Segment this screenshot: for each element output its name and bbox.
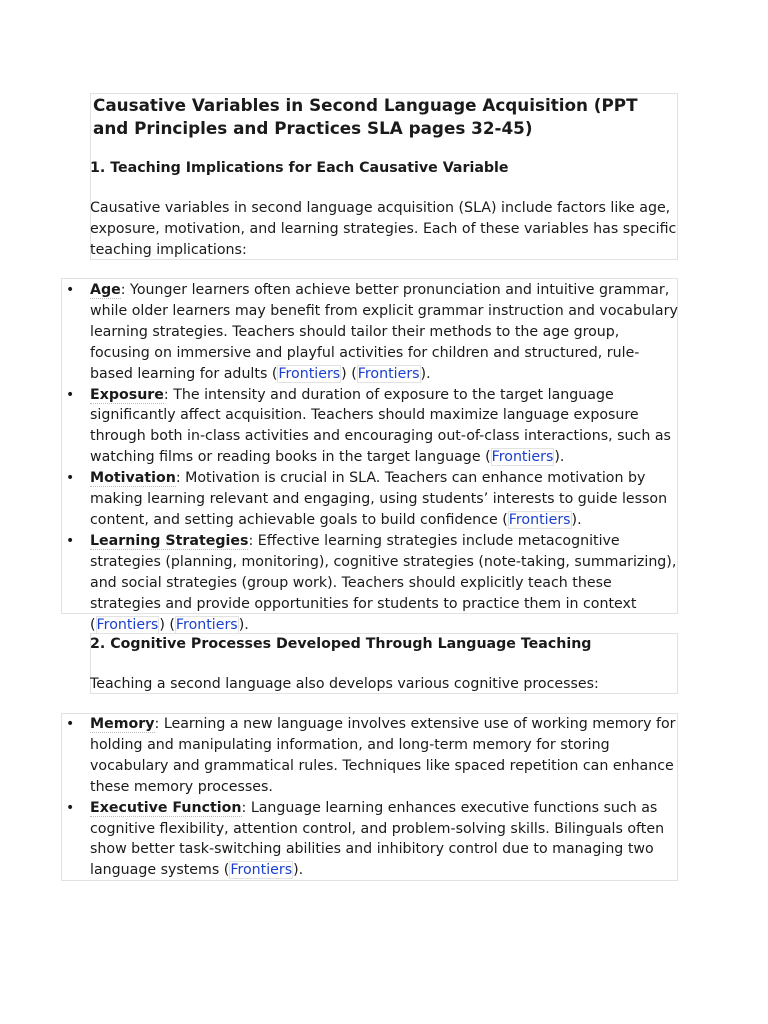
list-item-age: • Age: Younger learners often achieve better pronunciation and intuitive grammar, while older learners may benefit from explicit grammar instruction and vocabulary learning strategies. Teachers should tailor their methods to the age group, focusing on immersive and playful activities for children and structured, rule-based learning for adults (Frontiers) (Frontiers). — [66, 282, 678, 382]
bullet-icon: • — [66, 799, 75, 816]
bullet-icon: • — [66, 532, 75, 549]
bullet-icon: • — [66, 716, 75, 732]
list-item-learning-strategies: • Learning Strategies: Effective learning strategies include metacognitive strategies (planning, monitoring), cognitive strategies (note-taking, summarizing), and social strategies (group work). Teachers should explicitly teach these strategies and provide opportunities for students to practice them in context (Frontiers) (Frontiers). — [66, 532, 677, 633]
section2-heading: 2. Cognitive Processes Developed Through Language Teaching — [90, 636, 592, 652]
source-link[interactable]: Frontiers — [508, 511, 571, 528]
section2-list — [66, 714, 678, 881]
section1-heading: 1. Teaching Implications for Each Causative Variable — [90, 160, 509, 176]
list-item-memory — [66, 714, 678, 798]
term-age: Age — [90, 282, 121, 298]
source-link[interactable]: Frontiers — [357, 365, 420, 382]
document-title: Causative Variables in Second Language Acquisition (PPT and Principles and Practices SLA pages 32-45) — [93, 95, 638, 138]
list-item-motivation: • Motivation: Motivation is crucial in SLA. Teachers can enhance motivation by making learning relevant and engaging, using students’ interests to guide lesson content, and setting achievable goals to build confidence (Frontiers). — [66, 470, 668, 528]
bullet-icon: • — [66, 470, 75, 487]
section1-intro: Causative variables in second language acquisition (SLA) include factors like age, exposure, motivation, and learning strategies. Each of these variables has specific teaching implications: — [90, 200, 677, 258]
item-text: : Learning a new language involves extensive use of working memory for holding and manipulating information, and long-term memory for storing vocabulary and grammatical rules. Techniques like spaced repetition can enhance these memory processes. — [90, 716, 676, 795]
term-exposure: Exposure — [90, 386, 164, 403]
term-learning-strategies: Learning Strategies — [90, 532, 249, 549]
source-link[interactable]: Frontiers — [175, 616, 238, 633]
item-text: : Effective learning strategies include metacognitive strategies (planning, monitoring), cognitive strategies (note-taking, summarizing), and social strategies (group work). Teachers should explicitly teach these strategies and provide opportunities for students to practice them in context — [90, 532, 677, 612]
source-link[interactable]: Frontiers — [491, 449, 554, 466]
bullet-icon: • — [66, 386, 75, 403]
bullet-icon: • — [66, 282, 75, 298]
list-item-executive-function: • Executive Function: Language learning enhances executive functions such as cognitive flexibility, attention control, and problem-solving skills. Bilinguals often show better task-switching abilities and inhibitory control due to managing two language systems (Frontiers). — [66, 799, 665, 879]
item-text: : The intensity and duration of exposure to the target language significantly affect acquisition. Teachers should maximize language exposure through both in-class activities and encouraging out-of-class interactions, such as watching films or reading books in the target language — [90, 386, 671, 466]
source-link[interactable]: Frontiers — [96, 616, 159, 633]
list-item-exposure: • Exposure: The intensity and duration of exposure to the target language significantly affect acquisition. Teachers should maximize language exposure through both in-class activities and encouraging out-of-class interactions, such as watching films or reading books in the target language (Frontiers). — [66, 386, 671, 466]
item-text: : Motivation is crucial in SLA. Teachers can enhance motivation by making learning relevant and engaging, using students’ interests to guide lesson content, and setting achievable goals to build confidence — [90, 470, 668, 528]
section1-list — [66, 280, 678, 635]
section2-intro: Teaching a second language also develops various cognitive processes: — [90, 676, 599, 692]
source-link[interactable]: Frontiers — [230, 862, 293, 879]
item-text: : Language learning enhances executive functions such as cognitive flexibility, attention control, and problem-solving skills. Bilinguals often show better task-switching abilities and inhibitory control due to managing two language systems — [90, 799, 665, 879]
term-executive-function: Executive Function — [90, 799, 242, 816]
term-motivation: Motivation — [90, 470, 176, 487]
term-memory: Memory — [90, 716, 155, 732]
item-text: : Younger learners often achieve better pronunciation and intuitive grammar, while older learners may benefit from explicit grammar instruction and vocabulary learning strategies. Teachers should tailor their methods to the age group, focusing on immersive and playful activities for children and structured, rule-based learning for adults — [90, 282, 678, 382]
source-link[interactable]: Frontiers — [278, 365, 341, 382]
